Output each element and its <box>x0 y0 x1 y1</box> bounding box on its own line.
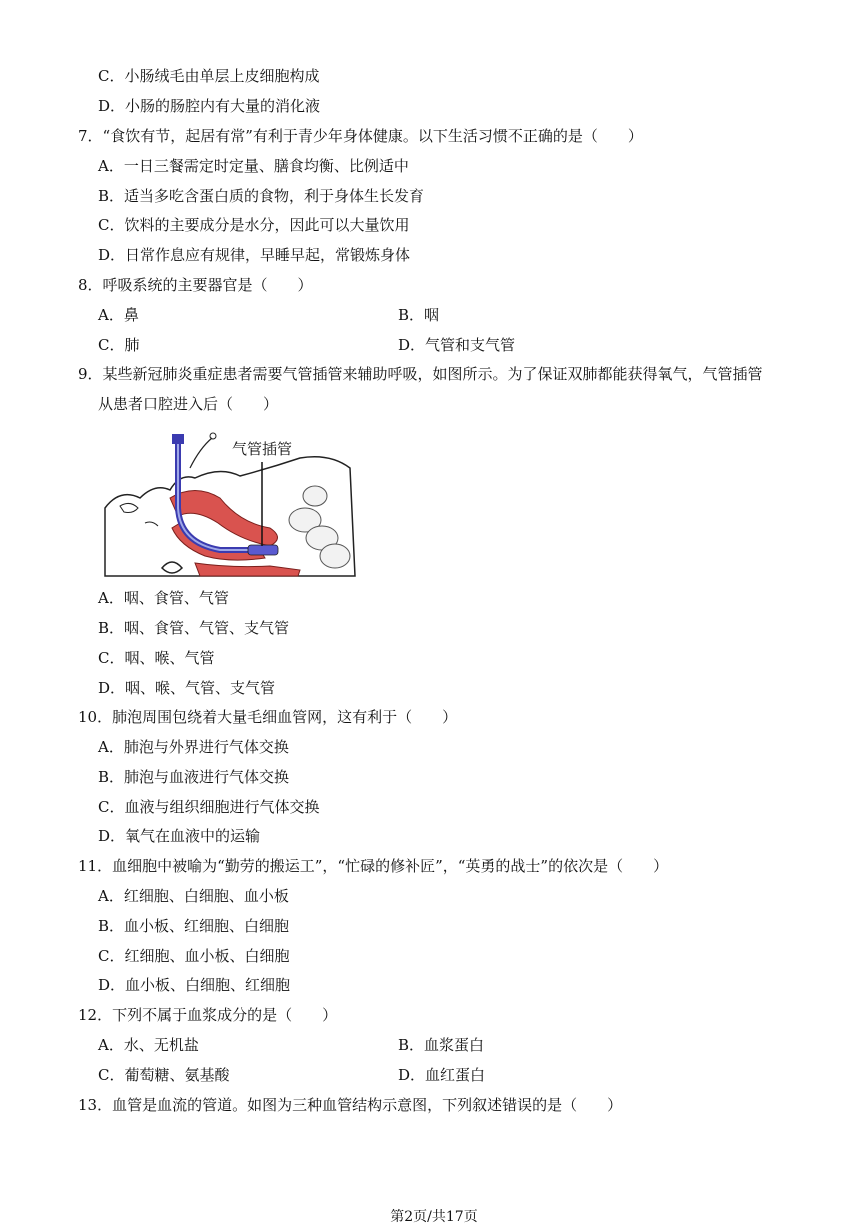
question-9-line-1: 9．某些新冠肺炎重症患者需要气管插管来辅助呼吸，如图所示。为了保证双肺都能获得氧气，气管插管 <box>78 365 763 383</box>
q8-option-b: B．咽 <box>398 306 440 324</box>
q8-option-a: A．鼻 <box>98 306 139 324</box>
q7-option-a: A．一日三餐需定时定量、膳食均衡、比例适中 <box>98 157 409 175</box>
question-8: 8．呼吸系统的主要器官是（ ） <box>78 276 313 294</box>
q9-option-a: A．咽、食管、气管 <box>98 589 229 607</box>
q9-option-d: D．咽、喉、气管、支气管 <box>98 679 276 697</box>
q12-option-d: D．血红蛋白 <box>398 1066 486 1084</box>
q8-option-d: D．气管和支气管 <box>398 336 516 354</box>
q7-option-b: B．适当多吃含蛋白质的食物，利于身体生长发育 <box>98 187 425 205</box>
q10-option-a: A．肺泡与外界进行气体交换 <box>98 738 289 756</box>
question-7: 7．“食饮有节，起居有常”有利于青少年身体健康。以下生活习惯不正确的是（ ） <box>78 127 643 145</box>
q11-option-c: C．红细胞、血小板、白细胞 <box>98 947 290 965</box>
q6-option-d: D．小肠的肠腔内有大量的消化液 <box>98 97 321 115</box>
q10-option-c: C．血液与组织细胞进行气体交换 <box>98 798 320 816</box>
question-9-line-2: 从患者口腔进入后（ ） <box>98 395 279 413</box>
intubation-illustration <box>100 428 358 580</box>
page-footer: 第2页/共17页 <box>390 1209 478 1225</box>
q10-option-b: B．肺泡与血液进行气体交换 <box>98 768 290 786</box>
q12-option-b: B．血浆蛋白 <box>398 1036 485 1054</box>
question-10: 10．肺泡周围包绕着大量毛细血管网，这有利于（ ） <box>78 708 458 726</box>
q11-option-a: A．红细胞、白细胞、血小板 <box>98 887 289 905</box>
q9-option-c: C．咽、喉、气管 <box>98 649 215 667</box>
q9-option-b: B．咽、食管、气管、支气管 <box>98 619 290 637</box>
intubation-figure <box>100 428 358 580</box>
q7-option-d: D．日常作息应有规律，早睡早起，常锻炼身体 <box>98 246 411 264</box>
question-12: 12．下列不属于血浆成分的是（ ） <box>78 1006 338 1024</box>
q10-option-d: D．氧气在血液中的运输 <box>98 827 261 845</box>
q7-option-c: C．饮料的主要成分是水分，因此可以大量饮用 <box>98 216 410 234</box>
question-13: 13．血管是血流的管道。如图为三种血管结构示意图，下列叙述错误的是（ ） <box>78 1096 623 1114</box>
q12-option-c: C．葡萄糖、氨基酸 <box>98 1066 230 1084</box>
q6-option-c: C．小肠绒毛由单层上皮细胞构成 <box>98 67 320 85</box>
q11-option-b: B．血小板、红细胞、白细胞 <box>98 917 290 935</box>
q8-option-c: C．肺 <box>98 336 140 354</box>
q11-option-d: D．血小板、白细胞、红细胞 <box>98 976 291 994</box>
q12-option-a: A．水、无机盐 <box>98 1036 199 1054</box>
intubation-label: 气管插管 <box>232 440 293 458</box>
question-11: 11．血细胞中被喻为“勤劳的搬运工”，“忙碌的修补匠”，“英勇的战士”的依次是（ ） <box>78 857 669 875</box>
